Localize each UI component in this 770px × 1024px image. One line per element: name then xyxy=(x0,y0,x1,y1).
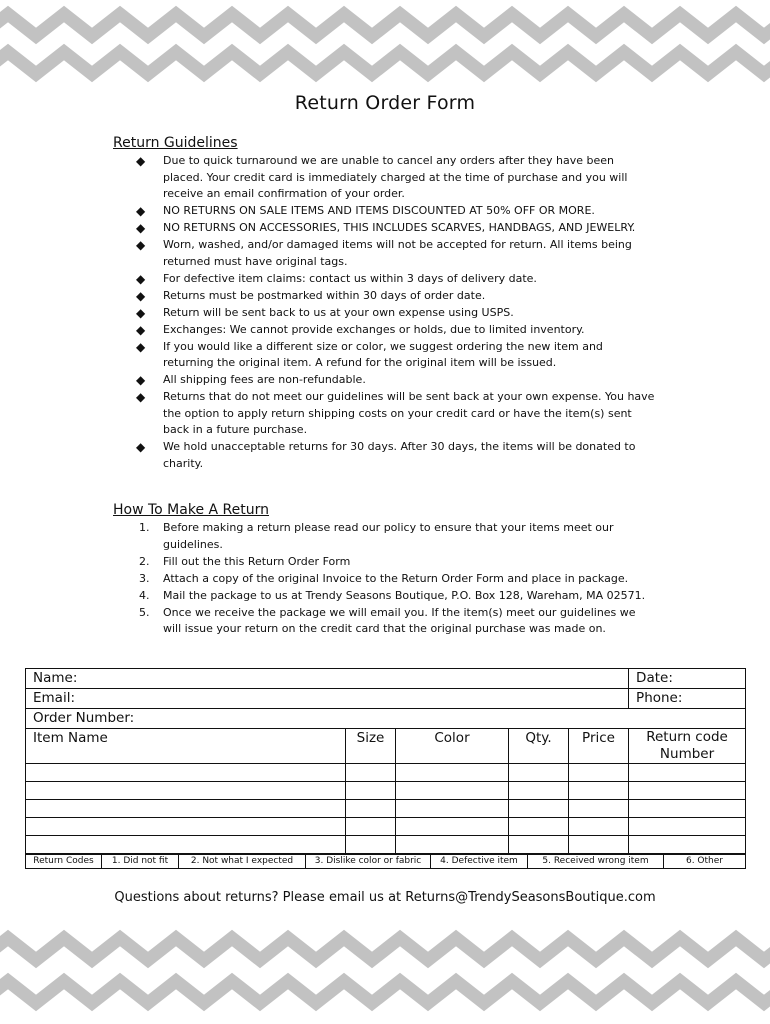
how-to-step xyxy=(136,571,656,588)
size-cell[interactable] xyxy=(346,836,396,854)
order-number-field[interactable] xyxy=(26,709,746,729)
return-codes-label: Return Codes xyxy=(26,855,102,869)
how-to-step xyxy=(136,605,656,638)
how-to-steps-list xyxy=(136,520,656,638)
chevron-pattern-bottom xyxy=(0,926,770,1024)
color-cell[interactable] xyxy=(396,836,509,854)
diamond-bullet-icon: ◆ xyxy=(136,221,146,235)
name-field[interactable] xyxy=(26,669,629,689)
guidelines-list xyxy=(136,153,656,473)
guideline-item xyxy=(136,220,656,237)
chevron-stripe xyxy=(0,14,770,36)
guideline-item xyxy=(136,203,656,220)
guideline-text: If you would like a different size or color, we suggest ordering the new item and returning the original item. A refund for the original item will be issued. xyxy=(163,339,603,369)
return-code-cell[interactable] xyxy=(629,836,746,854)
qty-cell[interactable] xyxy=(509,800,569,818)
diamond-bullet-icon: ◆ xyxy=(136,271,146,286)
return-code-cell[interactable] xyxy=(629,764,746,782)
return-guidelines-heading: Return Guidelines xyxy=(113,135,238,151)
price-cell[interactable] xyxy=(569,818,629,836)
phone-label: Phone: xyxy=(636,690,683,706)
item-name-cell[interactable] xyxy=(26,782,346,800)
item-name-cell[interactable] xyxy=(26,800,346,818)
guideline-item xyxy=(136,288,656,305)
return-code-1: 1. Did not fit xyxy=(102,855,179,869)
color-cell[interactable] xyxy=(396,782,509,800)
step-text: Fill out the this Return Order Form xyxy=(163,554,351,568)
item-name-cell[interactable] xyxy=(26,764,346,782)
diamond-bullet-icon: ◆ xyxy=(136,154,146,168)
price-cell[interactable] xyxy=(569,800,629,818)
item-name-cell[interactable] xyxy=(26,836,346,854)
table-row xyxy=(26,764,746,782)
return-code-3: 3. Dislike color or fabric xyxy=(306,855,431,869)
step-text: Mail the package to us at Trendy Seasons Boutique, P.O. Box 128, Wareham, MA 02571. xyxy=(163,588,646,602)
date-label: Date: xyxy=(636,670,673,686)
guideline-item xyxy=(136,339,656,372)
page-title: Return Order Form xyxy=(294,92,476,114)
step-text: Once we receive the package we will email you. If the item(s) meet our guidelines we will issue your return on the credit card that the original purchase was made on. xyxy=(163,605,636,635)
price-cell[interactable] xyxy=(569,782,629,800)
step-number: 4. xyxy=(139,588,150,602)
date-field[interactable] xyxy=(629,669,746,689)
return-order-form-table xyxy=(25,668,746,854)
guideline-text: Returns must be postmarked within 30 days of order date. xyxy=(163,288,486,302)
column-header-return-code: Return code Number xyxy=(629,729,746,764)
size-cell[interactable] xyxy=(346,800,396,818)
guideline-item xyxy=(136,237,656,270)
guideline-text: Exchanges: We cannot provide exchanges or holds, due to limited inventory. xyxy=(163,322,585,336)
name-label: Name: xyxy=(33,670,78,686)
order-number-label: Order Number: xyxy=(33,710,135,726)
guideline-item xyxy=(136,372,656,389)
guideline-text: All shipping fees are non-refundable. xyxy=(163,373,366,386)
guideline-text: Due to quick turnaround we are unable to cancel any orders after they have been placed. Your credit card is immediately charged at the time of purchase and you will receive an email confirmation of your order. xyxy=(163,154,628,200)
diamond-bullet-icon: ◆ xyxy=(136,204,146,218)
return-code-cell[interactable] xyxy=(629,818,746,836)
diamond-bullet-icon: ◆ xyxy=(136,373,146,387)
guideline-text: For defective item claims: contact us within 3 days of delivery date. xyxy=(163,271,537,285)
table-row xyxy=(26,782,746,800)
contact-email-note: Questions about returns? Please email us at Returns@TrendySeasonsBoutique.com xyxy=(114,890,656,905)
guideline-text: Returns that do not meet our guidelines will be sent back at your own expense. You have the option to apply return shipping costs on your credit card or have the item(s) sent back in a future purchase. xyxy=(163,390,655,436)
guideline-text: Worn, washed, and/or damaged items will not be accepted for return. All items being returned must have original tags. xyxy=(163,238,632,268)
chevron-stripe xyxy=(0,938,770,960)
chevron-stripe xyxy=(0,981,770,1003)
guideline-item xyxy=(136,305,656,322)
column-header-item-name: Item Name xyxy=(26,729,346,764)
return-code-5: 5. Received wrong item xyxy=(528,855,664,869)
table-row xyxy=(26,818,746,836)
price-cell[interactable] xyxy=(569,836,629,854)
how-to-step xyxy=(136,520,656,553)
diamond-bullet-icon: ◆ xyxy=(136,238,146,252)
return-code-2: 2. Not what I expected xyxy=(179,855,306,869)
return-code-6: 6. Other xyxy=(664,855,746,869)
diamond-bullet-icon: ◆ xyxy=(136,339,146,354)
email-field[interactable] xyxy=(26,689,629,709)
qty-cell[interactable] xyxy=(509,782,569,800)
how-to-return-heading: How To Make A Return xyxy=(113,502,269,518)
guideline-item xyxy=(136,153,656,203)
return-codes-table xyxy=(25,854,746,869)
column-header-price: Price xyxy=(569,729,629,764)
diamond-bullet-icon: ◆ xyxy=(136,440,146,454)
guideline-item xyxy=(136,271,656,288)
qty-cell[interactable] xyxy=(509,818,569,836)
step-text: Before making a return please read our policy to ensure that your items meet our guidelines. xyxy=(163,521,614,551)
return-code-4: 4. Defective item xyxy=(431,855,528,869)
table-row xyxy=(26,800,746,818)
step-number: 2. xyxy=(139,554,150,568)
step-number: 3. xyxy=(139,571,150,585)
column-header-size: Size xyxy=(346,729,396,764)
item-name-cell[interactable] xyxy=(26,818,346,836)
diamond-bullet-icon: ◆ xyxy=(136,305,146,320)
diamond-bullet-icon: ◆ xyxy=(136,322,146,337)
step-text: Attach a copy of the original Invoice to the Return Order Form and place in package. xyxy=(163,571,629,585)
qty-cell[interactable] xyxy=(509,836,569,854)
how-to-step xyxy=(136,554,656,571)
return-code-cell[interactable] xyxy=(629,800,746,818)
step-number: 5. xyxy=(139,605,150,619)
color-cell[interactable] xyxy=(396,818,509,836)
table-row xyxy=(26,836,746,854)
column-header-color: Color xyxy=(396,729,509,764)
guideline-text: NO RETURNS ON ACCESSORIES, THIS INCLUDES SCARVES, HANDBAGS, AND JEWELRY. xyxy=(163,221,636,234)
how-to-step xyxy=(136,588,656,605)
diamond-bullet-icon: ◆ xyxy=(136,390,146,404)
size-cell[interactable] xyxy=(346,782,396,800)
chevron-stripe xyxy=(0,52,770,74)
step-number: 1. xyxy=(139,521,150,534)
guideline-item xyxy=(136,389,656,439)
chevron-pattern-top xyxy=(0,0,770,86)
size-cell[interactable] xyxy=(346,764,396,782)
guideline-text: NO RETURNS ON SALE ITEMS AND ITEMS DISCOUNTED AT 50% OFF OR MORE. xyxy=(163,204,595,217)
guideline-text: We hold unacceptable returns for 30 days. After 30 days, the items will be donated to charity. xyxy=(163,440,636,470)
color-cell[interactable] xyxy=(396,800,509,818)
phone-field[interactable] xyxy=(629,689,746,709)
email-label: Email: xyxy=(33,690,76,706)
color-cell[interactable] xyxy=(396,764,509,782)
size-cell[interactable] xyxy=(346,818,396,836)
qty-cell[interactable] xyxy=(509,764,569,782)
guideline-item xyxy=(136,439,656,472)
price-cell[interactable] xyxy=(569,764,629,782)
guideline-item xyxy=(136,322,656,339)
return-code-cell[interactable] xyxy=(629,782,746,800)
column-header-qty: Qty. xyxy=(509,729,569,764)
guideline-text: Return will be sent back to us at your own expense using USPS. xyxy=(163,305,514,319)
diamond-bullet-icon: ◆ xyxy=(136,288,146,303)
